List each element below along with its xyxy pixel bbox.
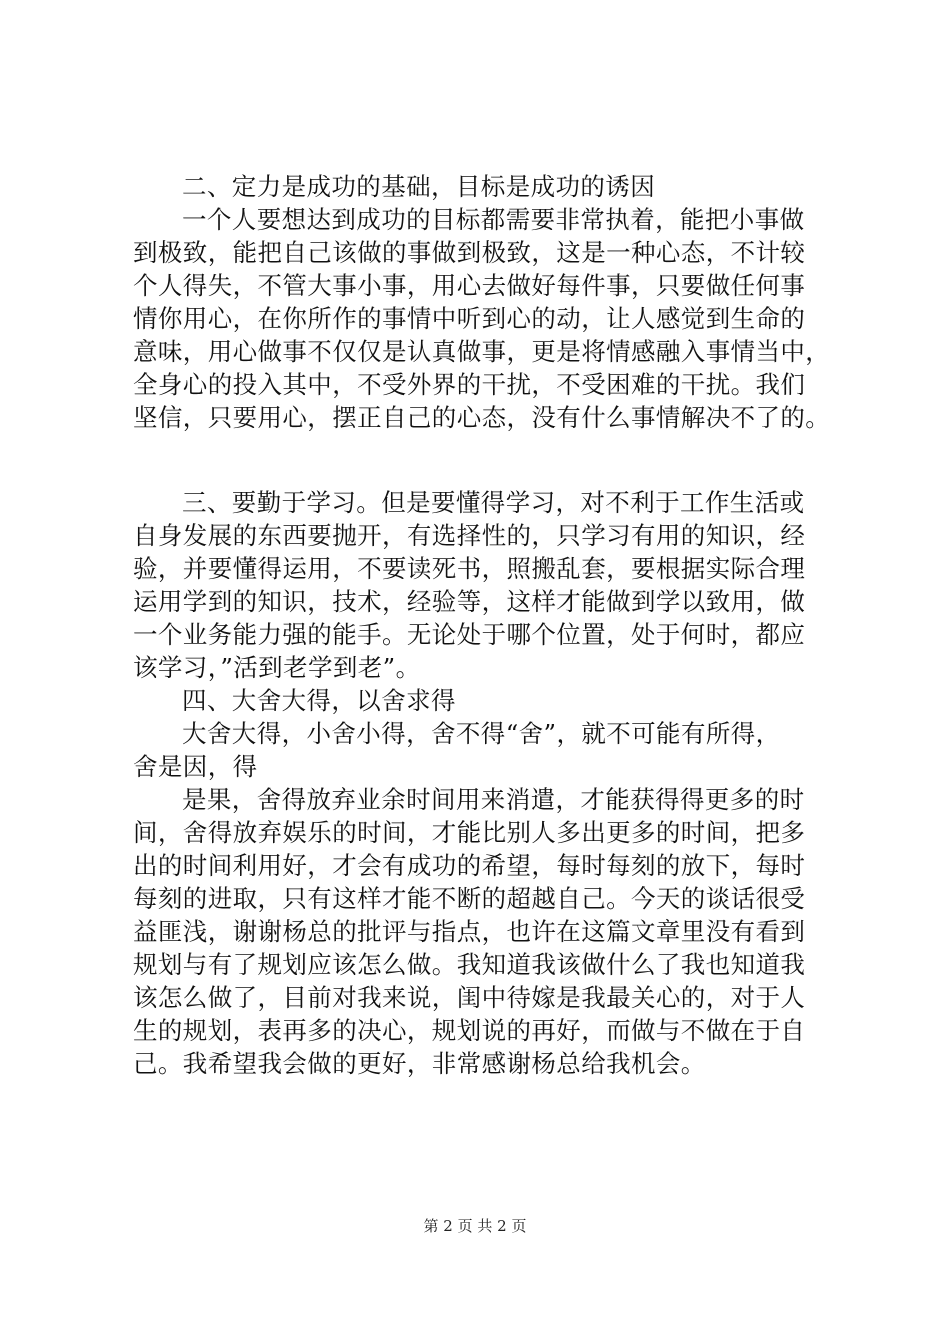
paragraph-line: 规划与有了规划应该怎么做。我知道我该做什么了我也知道我 (133, 950, 806, 979)
paragraph-line: 一个人要想达到成功的目标都需要非常执着，能把小事做 (182, 205, 805, 234)
paragraph-line: 意味，用心做事不仅仅是认真做事，更是将情感融入事情当中， (133, 337, 831, 366)
paragraph-line: 益匪浅，谢谢杨总的批评与指点，也许在这篇文章里没有看到 (133, 917, 806, 946)
paragraph-line: 全身心的投入其中，不受外界的干扰，不受困难的干扰。我们 (133, 370, 806, 399)
paragraph-gap (133, 434, 833, 486)
section-heading-3: 三、要勤于学习。但是要懂得学习，对不利于工作生活或 (182, 488, 805, 517)
paragraph-line: 坚信，只要用心，摆正自己的心态，没有什么事情解决不了的。 (133, 403, 831, 432)
paragraph-line: 己。我希望我会做的更好，非常感谢杨总给我机会。 (133, 1049, 706, 1078)
paragraph-line: 间，舍得放弃娱乐的时间，才能比别人多出更多的时间，把多 (133, 818, 806, 847)
paragraph-line: 个人得失，不管大事小事，用心去做好每件事，只要做任何事 (133, 271, 806, 300)
paragraph-line: 情你用心，在你所作的事情中听到心的动，让人感觉到生命的 (133, 304, 806, 333)
paragraph-line: 是果，舍得放弃业余时间用来消遣，才能获得得更多的时 (182, 785, 805, 814)
paragraph-line: 运用学到的知识，技术，经验等，这样才能做到学以致用，做 (133, 587, 806, 616)
page-footer: 第 2 页 共 2 页 (423, 1217, 527, 1235)
document-body (133, 170, 833, 1080)
section-heading-4: 四、大舍大得，以舍求得 (182, 686, 456, 715)
paragraph-line: 生的规划，表再多的决心，规划说的再好，而做与不做在于自 (133, 1016, 806, 1045)
paragraph-line: 该学习，”活到老学到老”。 (133, 653, 421, 682)
paragraph-line: 大舍大得，小舍小得，舍不得“舍”，就不可能有所得， (182, 719, 781, 748)
paragraph-line: 该怎么做了，目前对我来说，闺中待嫁是我最关心的，对于人 (133, 983, 806, 1012)
paragraph-line: 自身发展的东西要抛开，有选择性的，只学习有用的知识，经 (133, 521, 806, 550)
paragraph-line: 一个业务能力强的能手。无论处于哪个位置，处于何时，都应 (133, 620, 806, 649)
paragraph-line: 验，并要懂得运用，不要读死书，照搬乱套，要根据实际合理 (133, 554, 806, 583)
paragraph-line: 到极致，能把自己该做的事做到极致，这是一种心态，不计较 (133, 238, 806, 267)
paragraph-line: 每刻的进取，只有这样才能不断的超越自己。今天的谈话很受 (133, 884, 806, 913)
paragraph-line: 出的时间利用好，才会有成功的希望，每时每刻的放下，每时 (133, 851, 806, 880)
section-heading-2: 二、定力是成功的基础，目标是成功的诱因 (182, 172, 656, 201)
paragraph-line: 舍是因，得 (133, 752, 258, 781)
